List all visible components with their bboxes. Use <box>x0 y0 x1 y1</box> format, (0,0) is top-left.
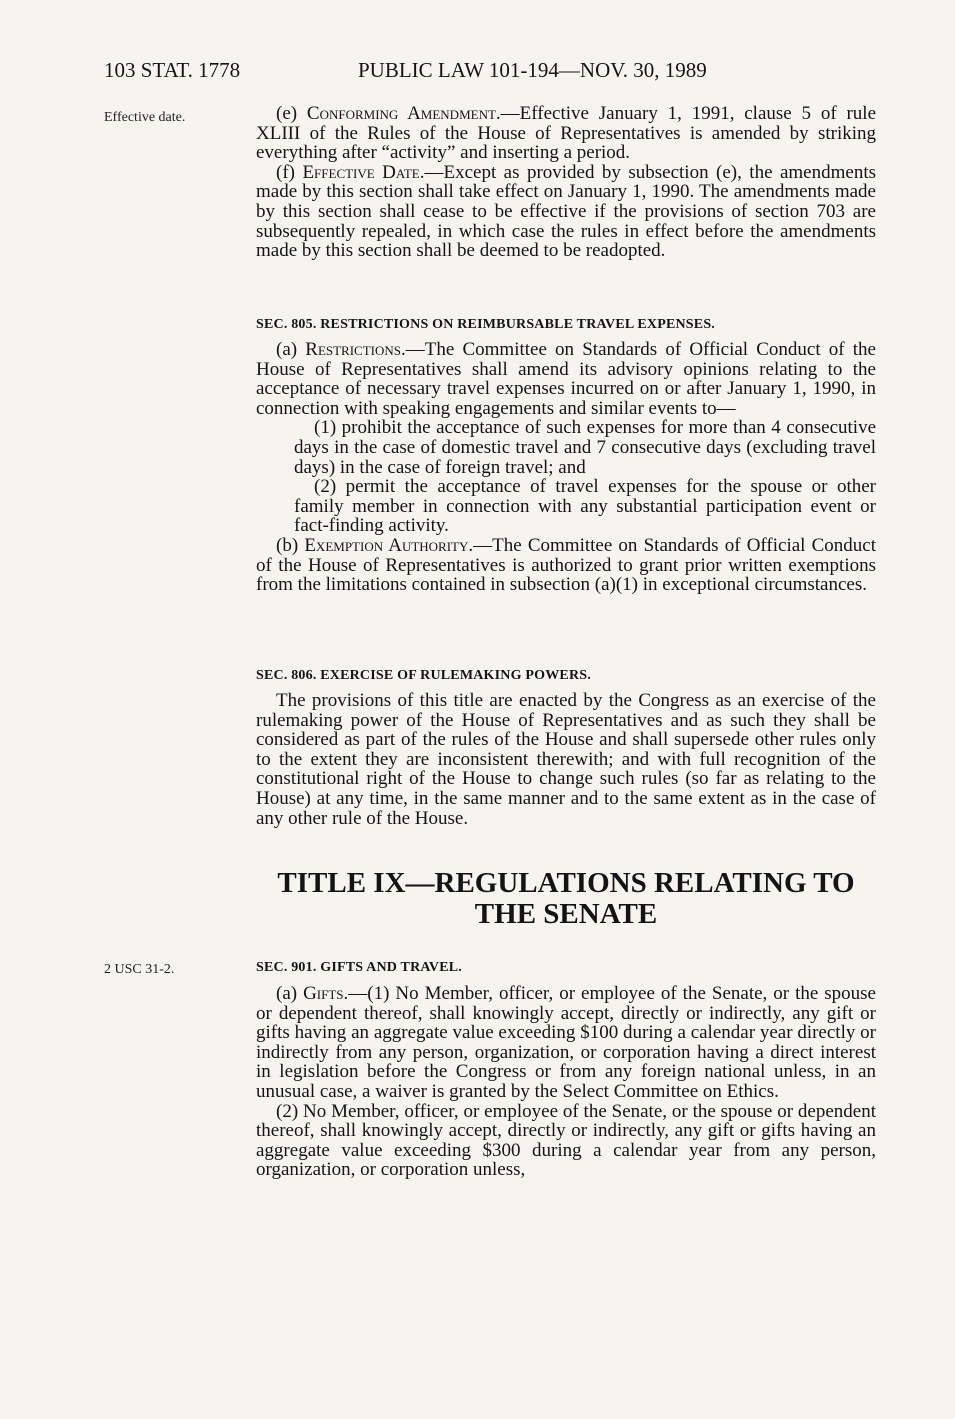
title-ix-line-2: THE SENATE <box>474 898 658 930</box>
sec805-body <box>256 340 876 595</box>
sec901-body <box>256 984 876 1180</box>
sec804-continuation <box>256 104 876 261</box>
sec805-item-2: (2) permit the acceptance of travel expenses for the spouse or other family member in connection with any substantial participation event or fact-finding activity. <box>294 476 876 537</box>
margin-note-effective-date: Effective date. <box>104 110 186 125</box>
sec805-heading: SEC. 805. RESTRICTIONS ON REIMBURSABLE TRAVEL EXPENSES. <box>256 317 715 332</box>
sec806-body <box>256 691 876 828</box>
sec806-text: The provisions of this title are enacted by the Congress as an exercise of the rulemaking power of the House of Representatives and as such they shall be considered as part of the rules of the House and shall supersede other rules only to the extent they are inconsistent therewith; and with full recognition of the constitutional right of the House to change such rules (so far as relating to the House) at any time, in the same manner and to the same extent as in the case of any other rule of the House. <box>256 690 876 829</box>
subsection-f-heading: Effective Date <box>302 161 420 183</box>
subsection-e: (e) Conforming Amendment.—Effective January 1, 1991, clause 5 of rule XLIII of the Rules of the House of Representatives is amended by striking everything after “activity” and inserting a period. <box>256 103 877 164</box>
margin-note-usc: 2 USC 31-2. <box>104 962 175 977</box>
sec901-paragraph-2: (2) No Member, officer, or employee of the Senate, or the spouse or dependent thereof, shall knowingly accept, directly or indirectly, any gift or gifts having an aggregate value exceeding $300 during a calendar year from any person, organization, or corporation unless, <box>256 1100 876 1181</box>
sec805-subsection-a: (a) Restrictions.—The Committee on Standards of Official Conduct of the House of Representatives shall amend its advisory opinions relating to the acceptance of necessary travel expenses incurred on or after January 1, 1990, in connection with speaking engagements and similar events to— <box>256 339 876 419</box>
subsection-e-heading: Conforming Amendment <box>306 103 496 124</box>
statute-citation: 103 STAT. 1778 <box>104 58 241 82</box>
sec805-subsection-b: (b) Exemption Authority.—The Committee on Standards of Official Conduct of the House of Representatives is authorized to grant prior written exemptions from the limitations contained in subsection (a)(1) in exceptional circumstances. <box>256 534 876 596</box>
subsection-f: (f) Effective Date.—Except as provided by subsection (e), the amendments made by this section shall take effect on January 1, 1990. The amendments made by this section shall cease to be effective if the provisions of section 703 are subsequently repealed, in which case the rules in effect before the amendments made by this section shall be deemed to be readopted. <box>256 161 877 262</box>
page-header <box>104 58 864 88</box>
title-ix-heading <box>256 868 876 930</box>
sec901-subsection-a: (a) Gifts.—(1) No Member, officer, or employee of the Senate, or the spouse or dependent thereof, shall knowingly accept, directly or indirectly, any gift or gifts having an aggregate value exceeding $100 during a calendar year directly or indirectly from any person, organization, or corporation having a direct interest in legislation before the Congress or from any foreign national unless, in an unusual case, a waiver is granted by the Select Committee on Ethics. <box>256 983 876 1102</box>
sec805-item-1: (1) prohibit the acceptance of such expenses for more than 4 consecutive days in the case of domestic travel and 7 consecutive days (excluding travel days) in the case of foreign travel; and <box>294 417 876 478</box>
sec806-heading: SEC. 806. EXERCISE OF RULEMAKING POWERS. <box>256 668 591 683</box>
title-ix-line-1: TITLE IX—REGULATIONS RELATING TO <box>277 867 855 899</box>
sec901-heading: SEC. 901. GIFTS AND TRAVEL. <box>256 960 462 975</box>
public-law-title: PUBLIC LAW 101-194—NOV. 30, 1989 <box>358 58 707 82</box>
sec805-b-heading: Exemption Authority <box>304 534 469 556</box>
sec805-a-heading: Restrictions <box>305 339 401 360</box>
sec901-a-heading: Gifts <box>303 983 344 1004</box>
